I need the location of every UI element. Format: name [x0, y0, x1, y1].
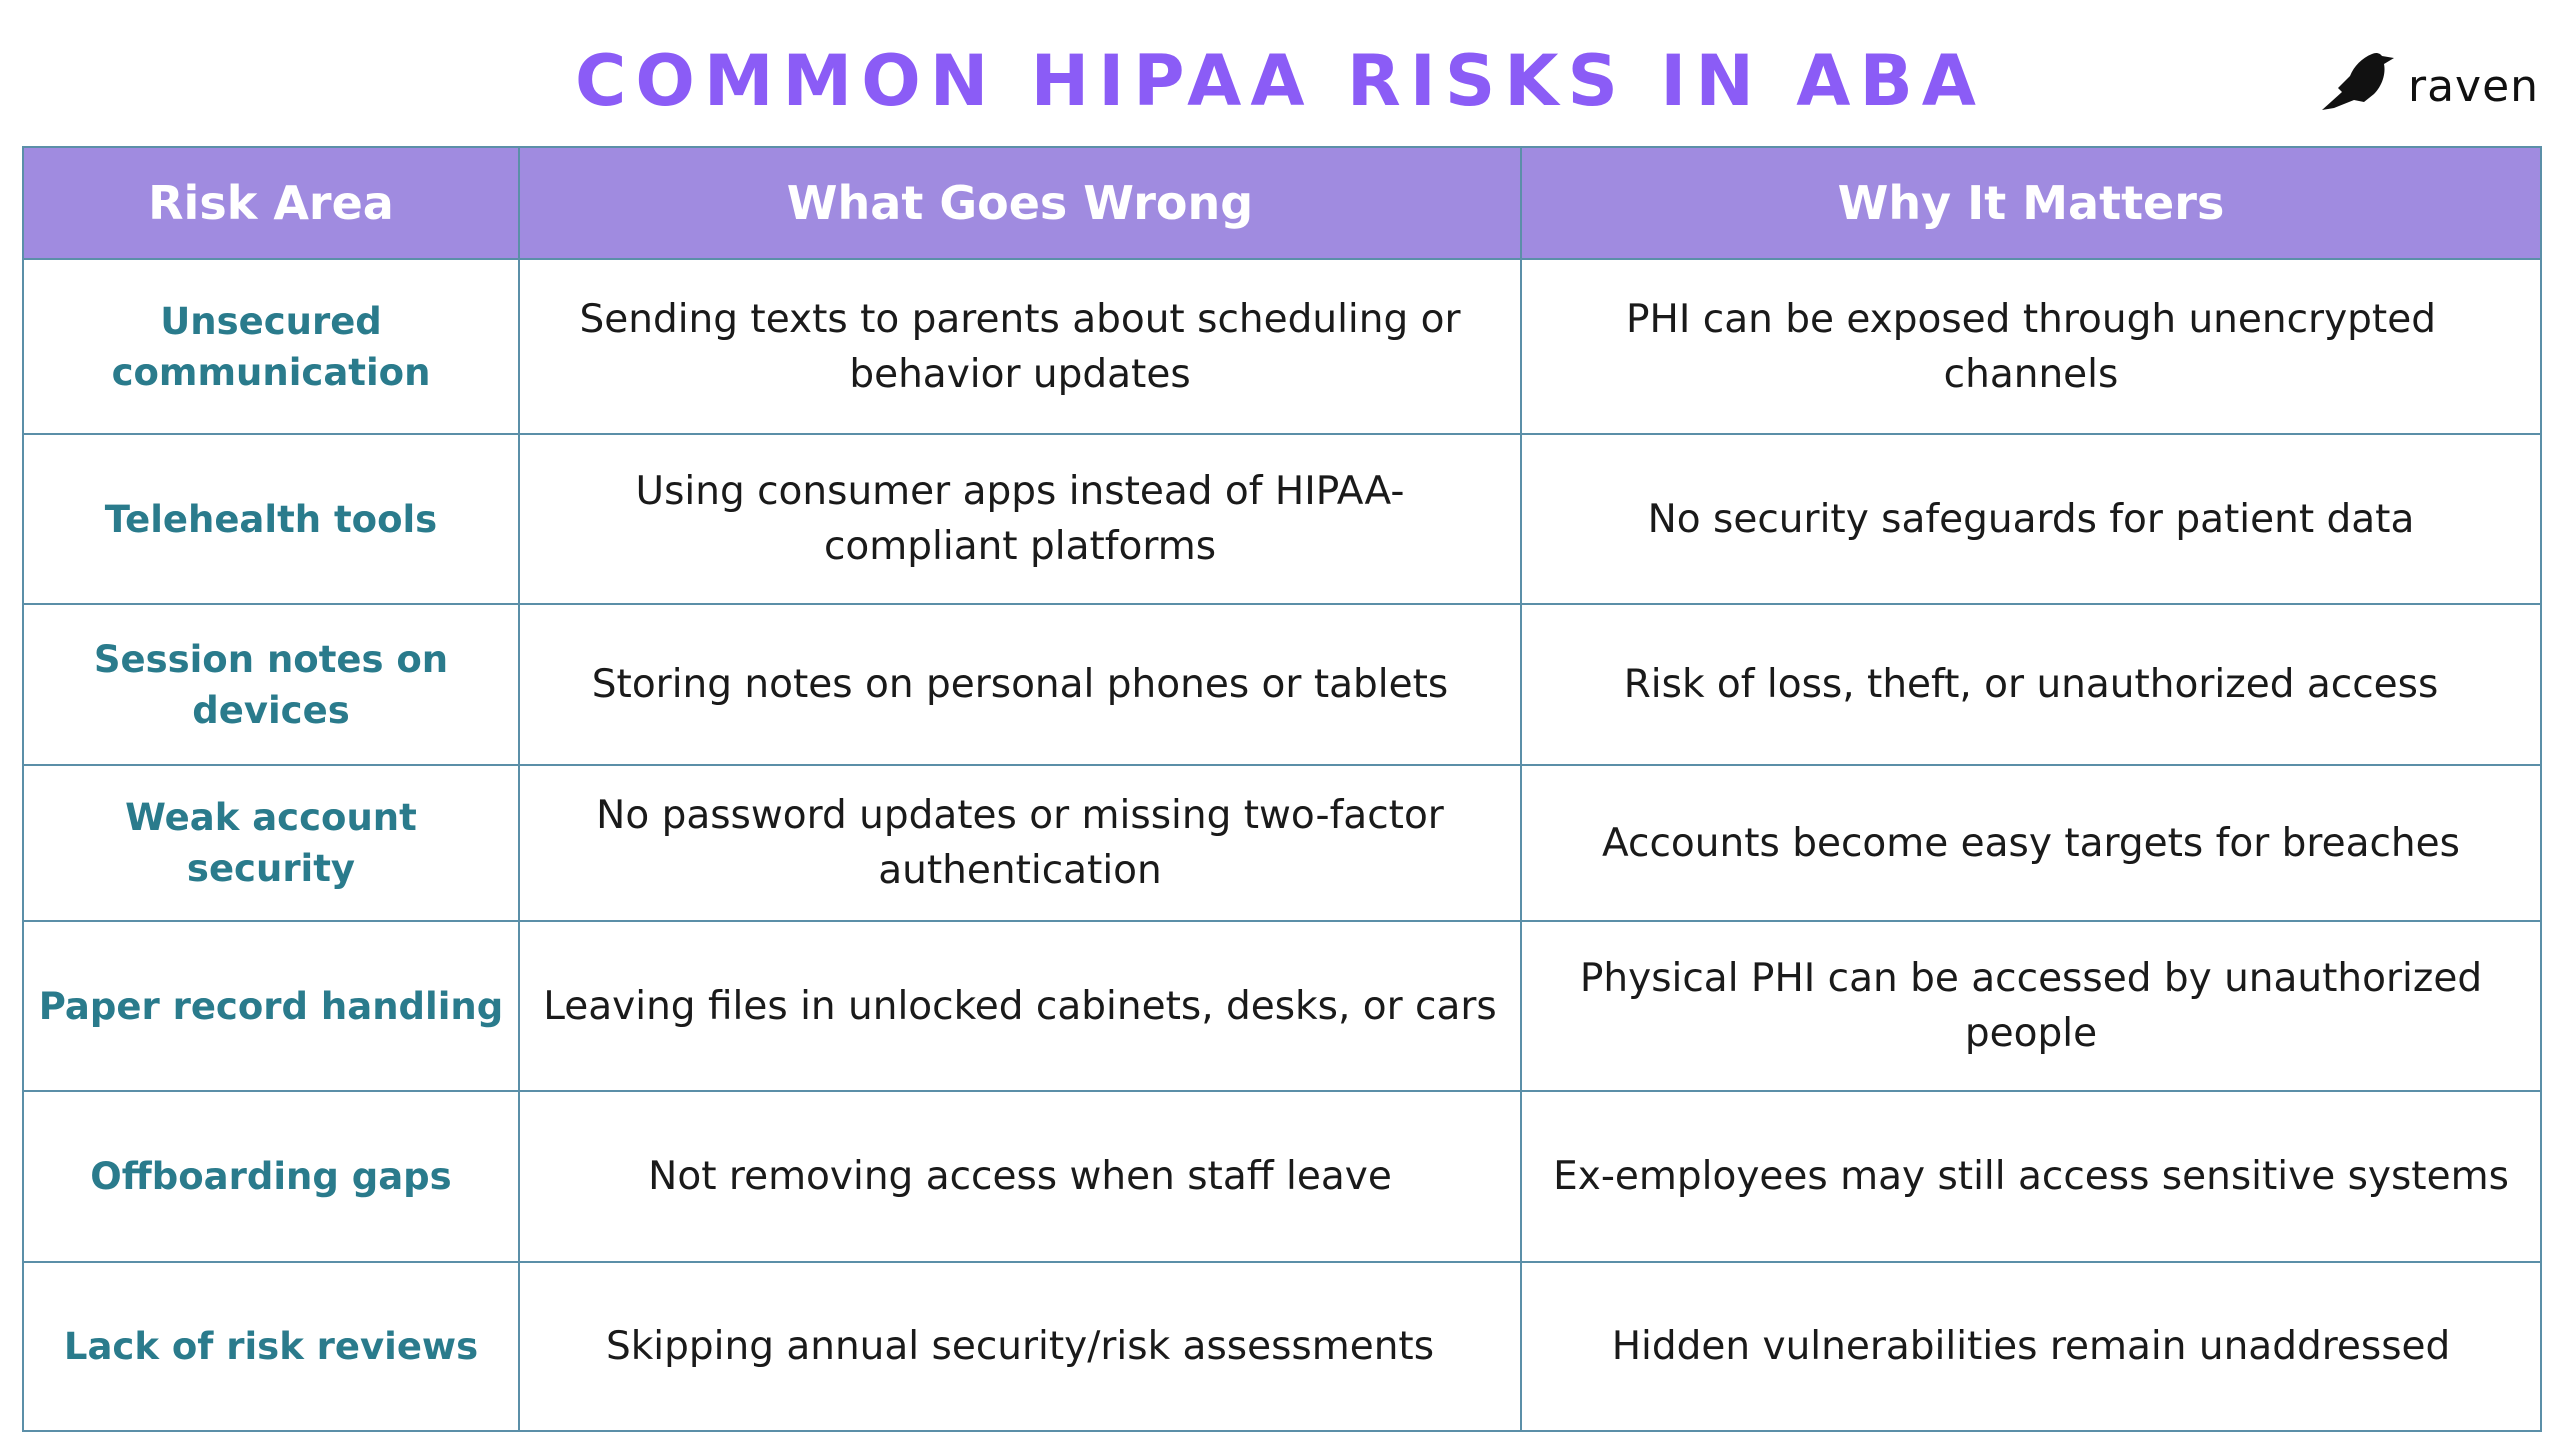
column-header-risk-area: Risk Area: [23, 147, 519, 259]
table-row: [23, 604, 2541, 765]
column-header-why-it-matters: Why It Matters: [1521, 147, 2541, 259]
table-row: [23, 1262, 2541, 1431]
table-row: [23, 921, 2541, 1091]
table-row: [23, 1091, 2541, 1262]
logo-text: raven: [2408, 61, 2540, 112]
risk-area-cell: Telehealth tools: [23, 434, 519, 604]
raven-logo: [2320, 48, 2550, 118]
why-it-matters-cell: Hidden vulnerabilities remain unaddressed: [1521, 1262, 2541, 1431]
risk-area-cell: Paper record handling: [23, 921, 519, 1091]
risk-area-cell: [23, 259, 519, 434]
table-row: [23, 765, 2541, 921]
table-header-row: [23, 147, 2541, 259]
raven-bird-icon: [2320, 48, 2398, 112]
risk-area-cell: Offboarding gaps: [23, 1091, 519, 1262]
column-header-what-goes-wrong: What Goes Wrong: [519, 147, 1521, 259]
what-goes-wrong-cell: Not removing access when staff leave: [519, 1091, 1521, 1262]
table-row: [23, 259, 2541, 434]
what-goes-wrong-cell: Using consumer apps instead of HIPAA-compliant platforms: [519, 434, 1521, 604]
what-goes-wrong-cell: Skipping annual security/risk assessments: [519, 1262, 1521, 1431]
what-goes-wrong-cell: No password updates or missing two-factor authentication: [519, 765, 1521, 921]
table-row: [23, 434, 2541, 604]
what-goes-wrong-cell: Sending texts to parents about scheduling or behavior updates: [519, 259, 1521, 434]
what-goes-wrong-cell: Storing notes on personal phones or tablets: [519, 604, 1521, 765]
why-it-matters-cell: Accounts become easy targets for breaches: [1521, 765, 2541, 921]
why-it-matters-cell: Risk of loss, theft, or unauthorized access: [1521, 604, 2541, 765]
why-it-matters-cell: No security safeguards for patient data: [1521, 434, 2541, 604]
risk-area-label: Unsecured communication: [111, 299, 431, 394]
page-title: COMMON HIPAA RISKS IN ABA: [575, 40, 1985, 122]
why-it-matters-cell: Physical PHI can be accessed by unauthorized people: [1521, 921, 2541, 1091]
why-it-matters-cell: Ex-employees may still access sensitive systems: [1521, 1091, 2541, 1262]
why-it-matters-cell: PHI can be exposed through unencrypted channels: [1521, 259, 2541, 434]
risk-area-cell: Weak account security: [23, 765, 519, 921]
risk-area-cell: Session notes on devices: [23, 604, 519, 765]
risk-area-cell: Lack of risk reviews: [23, 1262, 519, 1431]
risk-table: [22, 146, 2542, 1432]
what-goes-wrong-cell: Leaving files in unlocked cabinets, desks, or cars: [519, 921, 1521, 1091]
